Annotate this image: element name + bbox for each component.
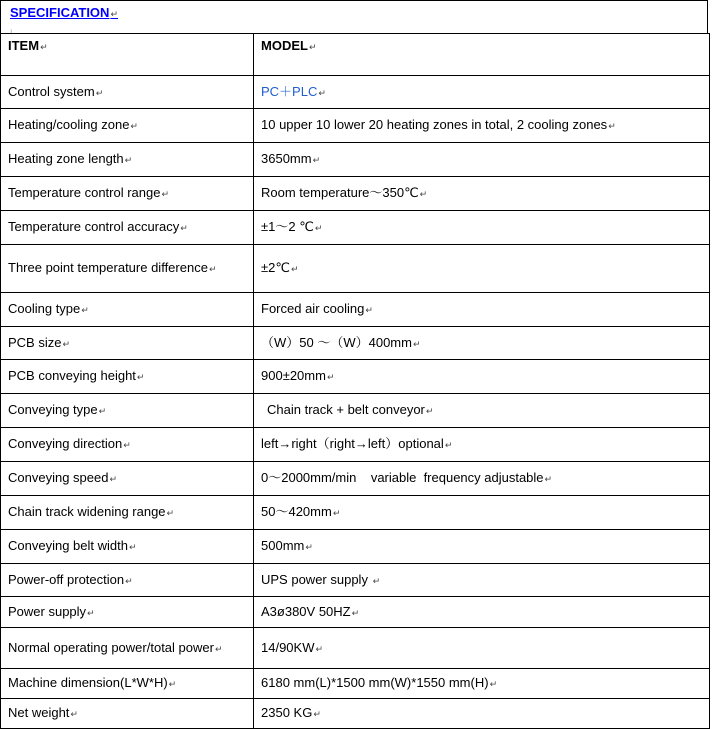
specification-table — [0, 33, 710, 729]
item-cell: Temperature control accuracy↵ — [1, 211, 254, 245]
item-cell: Chain track widening range↵ — [1, 496, 254, 530]
item-cell: Power supply↵ — [1, 597, 254, 628]
model-cell: 3650mm↵ — [254, 143, 710, 177]
model-cell: 14/90KW↵ — [254, 628, 710, 669]
table-row — [1, 109, 710, 143]
item-cell: Machine dimension(L*W*H)↵ — [1, 669, 254, 699]
model-cell: Room temperature～350℃↵ — [254, 177, 710, 211]
table-row — [1, 245, 710, 293]
specification-header — [0, 0, 708, 34]
table-header-row — [1, 34, 710, 76]
table-row — [1, 143, 710, 177]
item-cell: Three point temperature difference↵ — [1, 245, 254, 293]
model-cell: A3ø380V 50HZ↵ — [254, 597, 710, 628]
table-row — [1, 597, 710, 628]
item-cell: Conveying direction↵ — [1, 428, 254, 462]
table-row — [1, 628, 710, 669]
item-cell: Net weight↵ — [1, 699, 254, 729]
text-cursor-mark: ↓ — [9, 27, 13, 36]
table-row — [1, 564, 710, 597]
table-row — [1, 496, 710, 530]
model-cell: Forced air cooling↵ — [254, 293, 710, 327]
column-header-model: MODEL↵ — [254, 34, 710, 76]
item-cell: Conveying type↵ — [1, 394, 254, 428]
model-cell: 10 upper 10 lower 20 heating zones in total, 2 cooling zones↵ — [254, 109, 710, 143]
paragraph-mark: ↵ — [110, 9, 118, 19]
item-cell: PCB size↵ — [1, 327, 254, 360]
model-cell: ±1～2 ℃↵ — [254, 211, 710, 245]
item-cell: Heating zone length↵ — [1, 143, 254, 177]
item-cell: Conveying belt width↵ — [1, 530, 254, 564]
table-row — [1, 293, 710, 327]
item-cell: PCB conveying height↵ — [1, 360, 254, 394]
model-cell: 900±20mm↵ — [254, 360, 710, 394]
model-cell: 2350 KG↵ — [254, 699, 710, 729]
table-row — [1, 211, 710, 245]
table-row — [1, 428, 710, 462]
item-cell: Temperature control range↵ — [1, 177, 254, 211]
table-row — [1, 530, 710, 564]
column-header-item: ITEM↵ — [1, 34, 254, 76]
model-cell: 6180 mm(L)*1500 mm(W)*1550 mm(H)↵ — [254, 669, 710, 699]
item-cell: Heating/cooling zone↵ — [1, 109, 254, 143]
table-row — [1, 327, 710, 360]
model-cell: Chain track + belt conveyor↵ — [254, 394, 710, 428]
table-row — [1, 76, 710, 109]
model-cell: left→right（right→left）optional↵ — [254, 428, 710, 462]
table-row — [1, 462, 710, 496]
item-cell: Conveying speed↵ — [1, 462, 254, 496]
item-cell: Power-off protection↵ — [1, 564, 254, 597]
table-row — [1, 177, 710, 211]
item-cell: Control system↵ — [1, 76, 254, 109]
model-cell: 50～420mm↵ — [254, 496, 710, 530]
model-cell: 0～2000mm/min variable frequency adjustable↵ — [254, 462, 710, 496]
table-row — [1, 360, 710, 394]
specification-title[interactable]: SPECIFICATION↵ — [10, 5, 118, 20]
item-cell: Normal operating power/total power↵ — [1, 628, 254, 669]
item-cell: Cooling type↵ — [1, 293, 254, 327]
table-row — [1, 699, 710, 729]
model-cell: ±2℃↵ — [254, 245, 710, 293]
model-cell: UPS power supply ↵ — [254, 564, 710, 597]
table-row — [1, 394, 710, 428]
model-cell: PC＋PLC↵ — [254, 76, 710, 109]
model-cell: （W）50 ～（W）400mm↵ — [254, 327, 710, 360]
table-row — [1, 669, 710, 699]
model-cell: 500mm↵ — [254, 530, 710, 564]
